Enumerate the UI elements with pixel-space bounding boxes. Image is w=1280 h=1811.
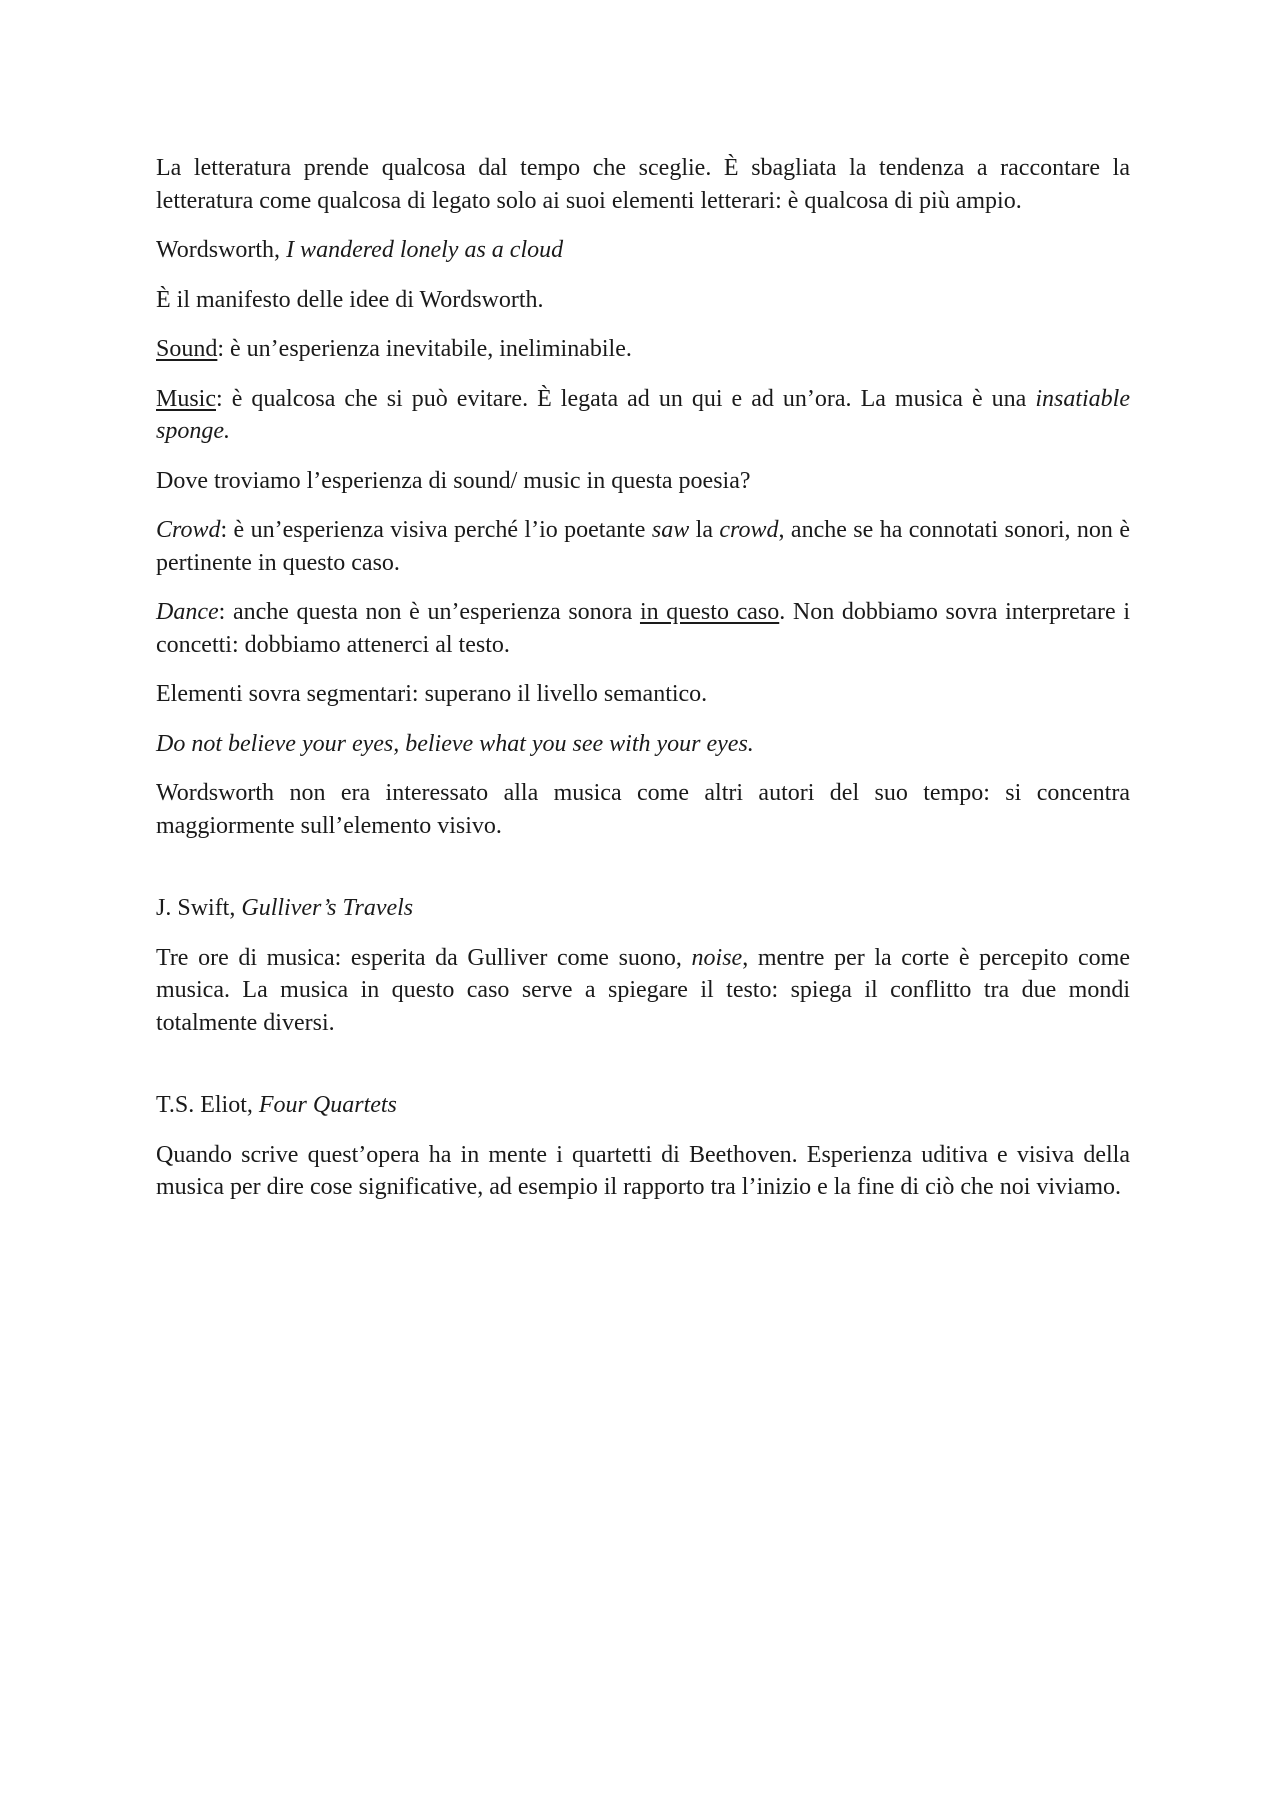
term-sound: Sound	[156, 336, 218, 362]
paragraph-dance	[156, 596, 1130, 661]
author-name: J. Swift,	[156, 895, 242, 921]
text-segment: : anche questa non è un’esperienza sonora	[218, 599, 640, 625]
heading-wordsworth	[156, 234, 1130, 267]
underlined-phrase: in questo caso	[639, 599, 780, 625]
term-crowd: Crowd	[156, 517, 221, 543]
paragraph-crowd	[156, 514, 1130, 579]
text-segment: la	[689, 517, 720, 543]
italic-noise: noise	[691, 944, 743, 971]
text-segment: , mentre per la corte è percepito come musica. La musica in questo caso serve a spiegare il testo: spiega il conflitto tra due mondi totalmente diversi.	[156, 944, 1130, 1036]
author-name: Wordsworth,	[156, 237, 287, 263]
paragraph-wordsworth-visual: Wordsworth non era interessato alla musica come altri autori del suo tempo: si concentra maggiormente sull’elemento visivo.	[156, 780, 1130, 839]
heading-eliot	[156, 1089, 1130, 1122]
paragraph-music	[156, 383, 1130, 448]
term-music: Music	[156, 385, 216, 412]
text-segment: . Non dobbiamo sovra interpretare i concetti: dobbiamo attenerci al testo.	[156, 599, 1131, 658]
paragraph-quartets: Quando scrive quest’opera ha in mente i quartetti di Beethoven. Esperienza uditiva e visiva della musica per dire cose significative, ad esempio il rapporto tra l’inizio e la fine di ciò che noi viviamo.	[156, 1141, 1130, 1200]
italic-quote: Do not believe your eyes, believe what you see with your eyes.	[156, 730, 754, 757]
paragraph-quote	[156, 728, 1130, 761]
author-name: T.S. Eliot,	[156, 1092, 259, 1118]
document-page	[156, 152, 1130, 1221]
paragraph-question: Dove troviamo l’esperienza di sound/ music in questa poesia?	[156, 467, 751, 494]
text-segment: , anche se ha connotati sonori, non è pertinente in questo caso.	[156, 517, 1130, 576]
paragraph-sound	[156, 333, 1130, 366]
paragraph-suprasegmental: Elementi sovra segmentari: superano il livello semantico.	[156, 681, 708, 707]
italic-crowd: crowd	[719, 517, 779, 543]
heading-swift	[156, 892, 1130, 925]
definition-sound: : è un’esperienza inevitabile, ineliminabile.	[217, 336, 632, 362]
term-dance: Dance	[156, 599, 219, 625]
work-title: Gulliver’s Travels	[241, 895, 414, 921]
work-title: Four Quartets	[258, 1092, 397, 1118]
paragraph-gulliver	[156, 942, 1130, 1040]
paragraph-intro: La letteratura prende qualcosa dal tempo che sceglie. È sbagliata la tendenza a raccontare la letteratura come qualcosa di legato solo ai suoi elementi letterari: è qualcosa di più ampio.	[156, 155, 1130, 214]
paragraph-manifesto: È il manifesto delle idee di Wordsworth.	[156, 286, 544, 313]
italic-saw: saw	[651, 517, 690, 543]
work-title: I wandered lonely as a cloud	[286, 237, 564, 263]
text-segment: Tre ore di musica: esperita da Gulliver come suono,	[156, 944, 692, 971]
italic-phrase: insatiable sponge.	[156, 385, 1130, 444]
definition-music: : è qualcosa che si può evitare. È legata ad un qui e ad un’ora. La musica è una	[216, 385, 1036, 412]
text-segment: : è un’esperienza visiva perché l’io poetante	[220, 517, 652, 543]
